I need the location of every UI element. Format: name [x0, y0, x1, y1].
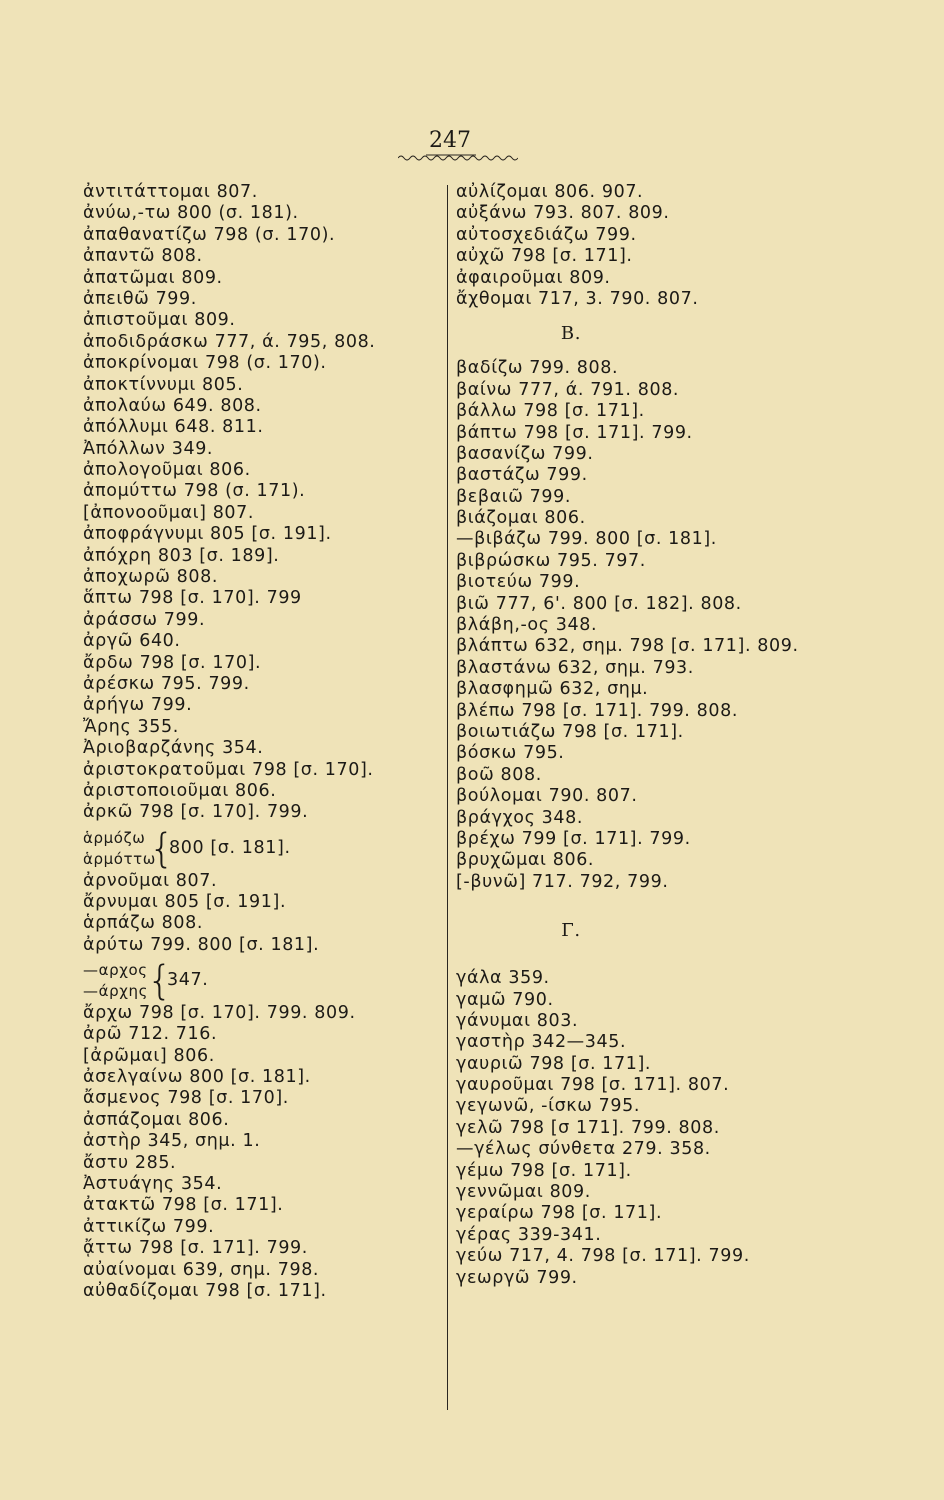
index-entry: γεγωνῶ, -ίσκω 795. — [456, 1096, 641, 1117]
left-entries-a — [83, 182, 428, 824]
index-entry: αὐτοσχεδιάζω 799. — [456, 224, 637, 245]
index-entry: βρέχω 799 [σ. 171]. 799. — [456, 828, 691, 849]
index-entry: [ἀπονοοῦμαι] 807. — [83, 502, 255, 523]
braced-entry-second: —άρχης — [83, 982, 148, 1001]
braced-entry-group — [83, 960, 428, 1003]
index-entry: γαυροῦμαι 798 [σ. 171]. 807. — [456, 1075, 730, 1096]
index-entry: ἀπειθῶ 799. — [83, 288, 197, 309]
index-entry: ἀπατῶμαι 809. — [83, 267, 223, 288]
index-entry: βαδίζω 799. 808. — [456, 358, 619, 379]
index-entry: βόσκω 795. — [456, 743, 565, 764]
index-entry: βάπτω 798 [σ. 171]. 799. — [456, 422, 693, 443]
index-entry: γαμῶ 790. — [456, 989, 554, 1010]
index-entry: βοιωτιάζω 798 [σ. 171]. — [456, 721, 684, 742]
index-entry: βιῶ 777, 6'. 800 [σ. 182]. 808. — [456, 593, 742, 614]
section-heading-gamma: Γ. — [561, 920, 581, 942]
index-entry: ἀριστοκρατοῦμαι 798 [σ. 170]. — [83, 759, 374, 780]
index-entry: βράγχος 348. — [456, 807, 583, 828]
index-entry: βάλλω 798 [σ. 171]. — [456, 401, 645, 422]
index-entry: γαυριῶ 798 [σ. 171]. — [456, 1053, 652, 1074]
index-entry: βλέπω 798 [σ. 171]. 799. 808. — [456, 700, 738, 721]
index-entry: γελῶ 798 [σ 171]. 799. 808. — [456, 1117, 720, 1138]
brace-symbol: { — [147, 958, 174, 1005]
index-entry: ἁρπάζω 808. — [83, 913, 204, 934]
braced-entry-second: ἁρμόττω — [83, 850, 156, 869]
index-entry: γέρας 339-341. — [456, 1224, 602, 1245]
index-entry: βιοτεύω 799. — [456, 572, 581, 593]
page-number: 247 — [429, 128, 471, 153]
index-entry: αὐλίζομαι 806. 907. — [456, 182, 644, 202]
index-entry: [-βυνῶ] 717. 792, 799. — [456, 871, 669, 892]
index-entry: ἀριστοποιοῦμαι 806. — [83, 780, 277, 801]
index-entry: ἀρκῶ 798 [σ. 170]. 799. — [83, 802, 309, 823]
index-entry: Ἀστυάγης 354. — [83, 1174, 223, 1194]
index-entry: ἀπιστοῦμαι 809. — [83, 310, 236, 331]
index-entry: γεραίρω 798 [σ. 171]. — [456, 1203, 663, 1224]
index-entry: αὐαίνομαι 639, σημ. 798. — [83, 1259, 320, 1280]
index-entry: ἀπαθανατίζω 798 (σ. 170). — [83, 224, 336, 245]
index-entry: ἀποφράγνυμι 805 [σ. 191]. — [83, 524, 332, 545]
right-entries-b — [456, 358, 826, 893]
index-entry: ἀπόχρη 803 [σ. 189]. — [83, 545, 280, 566]
index-entry: βούλομαι 790. 807. — [456, 786, 638, 807]
index-entry: ἀσπάζομαι 806. — [83, 1109, 230, 1130]
index-entry: γεννῶμαι 809. — [456, 1182, 591, 1203]
index-entry: ἀπαντῶ 808. — [83, 246, 203, 267]
index-entry: ἀττικίζω 799. — [83, 1216, 215, 1237]
index-entry: ἀράσσω 799. — [83, 609, 206, 630]
index-entry: βλάβη,-ος 348. — [456, 615, 598, 636]
index-entry: ἀφαιροῦμαι 809. — [456, 267, 611, 288]
index-entry: βλάπτω 632, σημ. 798 [σ. 171]. 809. — [456, 636, 799, 657]
left-column — [83, 182, 428, 1302]
index-entry: ἀτακτῶ 798 [σ. 171]. — [83, 1195, 284, 1216]
index-entry: Ἄρης 355. — [83, 716, 179, 737]
index-entry: ἀρῶ 712. 716. — [83, 1024, 218, 1045]
index-entry: βοῶ 808. — [456, 764, 542, 785]
index-entry: βαίνω 777, ά. 791. 808. — [456, 379, 680, 400]
index-entry: ἀποκρίνομαι 798 (σ. 170). — [83, 353, 327, 374]
index-entry: ἄστυ 285. — [83, 1152, 177, 1173]
index-entry: γεωργῶ 799. — [456, 1267, 578, 1288]
index-entry: ἀστὴρ 345, σημ. 1. — [83, 1131, 261, 1152]
index-entry: ἄρνυμαι 805 [σ. 191]. — [83, 891, 287, 912]
braced-entry-value: 800 [σ. 181]. — [169, 837, 291, 858]
index-entry: ἀρνοῦμαι 807. — [83, 870, 218, 891]
index-entry: αὐχῶ 798 [σ. 171]. — [456, 246, 633, 267]
index-entry: ἀποδιδράσκω 777, ά. 795, 808. — [83, 331, 376, 352]
index-entry: Ἀπόλλων 349. — [83, 438, 214, 459]
index-entry: ἀρύτω 799. 800 [σ. 181]. — [83, 934, 320, 955]
index-entry: —βιβάζω 799. 800 [σ. 181]. — [456, 529, 717, 550]
index-entry: ἄχθομαι 717, 3. 790. 807. — [456, 288, 699, 309]
index-entry: ἀπομύττω 798 (σ. 171). — [83, 481, 306, 502]
index-entry: γαστὴρ 342—345. — [456, 1032, 627, 1053]
index-entry: βιβρώσκω 795. 797. — [456, 550, 646, 571]
index-entry: ἀπόλλυμι 648. 811. — [83, 417, 264, 438]
page-number-ornament — [398, 154, 518, 162]
index-entry: Ἀριοβαρζάνης 354. — [83, 738, 264, 759]
index-entry: —γέλως σύνθετα 279. 358. — [456, 1139, 711, 1160]
braced-entry-value: 347. — [167, 970, 209, 991]
index-entry: βαστάζω 799. — [456, 465, 588, 486]
braced-entry-group — [83, 825, 428, 872]
index-entry: αὐθαδίζομαι 798 [σ. 171]. — [83, 1280, 327, 1301]
index-entry: ἀσελγαίνω 800 [σ. 181]. — [83, 1067, 311, 1088]
index-entry: ἀντιτάττομαι 807. — [83, 182, 258, 202]
index-entry: βρυχῶμαι 806. — [456, 850, 595, 871]
index-entry: γέμω 798 [σ. 171]. — [456, 1160, 632, 1181]
index-entry: ἀποκτίννυμι 805. — [83, 374, 244, 395]
index-entry: γάνυμαι 803. — [456, 1010, 579, 1031]
index-entry: γεύω 717, 4. 798 [σ. 171]. 799. — [456, 1246, 750, 1267]
index-entry: ἄρχω 798 [σ. 170]. 799. 809. — [83, 1002, 356, 1023]
index-entry: ἀποχωρῶ 808. — [83, 567, 219, 588]
index-entry: ᾄττω 798 [σ. 171]. 799. — [83, 1238, 308, 1259]
column-divider — [447, 185, 448, 1410]
index-entry: βλασφημῶ 632, σημ. — [456, 679, 649, 700]
index-entry: ἀρέσκω 795. 799. — [83, 673, 250, 694]
index-entry: ἀργῶ 640. — [83, 631, 181, 652]
right-entries-g — [456, 968, 826, 1289]
index-entry: ἀπολαύω 649. 808. — [83, 395, 262, 416]
index-entry: [ἀρῶμαι] 806. — [83, 1045, 215, 1066]
index-entry: αὐξάνω 793. 807. 809. — [456, 203, 670, 224]
index-entry: ἅπτω 798 [σ. 170]. 799 — [83, 588, 302, 609]
left-entries-b — [83, 871, 428, 957]
braced-entry-first: ἁρμόζω — [83, 828, 146, 847]
index-entry: βιάζομαι 806. — [456, 508, 586, 529]
index-entry: γάλα 359. — [456, 968, 550, 989]
section-heading-beta: Β. — [560, 323, 582, 345]
index-entry: βεβαιῶ 799. — [456, 486, 572, 507]
brace-symbol: { — [149, 825, 176, 872]
index-entry: ἄσμενος 798 [σ. 170]. — [83, 1088, 289, 1109]
index-entry: ἀρήγω 799. — [83, 695, 193, 716]
left-entries-c — [83, 1003, 428, 1302]
braced-entry-first: —αρχος — [83, 961, 148, 980]
index-entry: ἀνύω,-τω 800 (σ. 181). — [83, 203, 299, 224]
index-entry: βλαστάνω 632, σημ. 793. — [456, 657, 694, 678]
right-column — [456, 182, 826, 1289]
index-entry: βασανίζω 799. — [456, 443, 594, 464]
index-entry: ἄρδω 798 [σ. 170]. — [83, 652, 262, 673]
right-entries-a — [456, 182, 826, 310]
index-entry: ἀπολογοῦμαι 806. — [83, 460, 251, 481]
